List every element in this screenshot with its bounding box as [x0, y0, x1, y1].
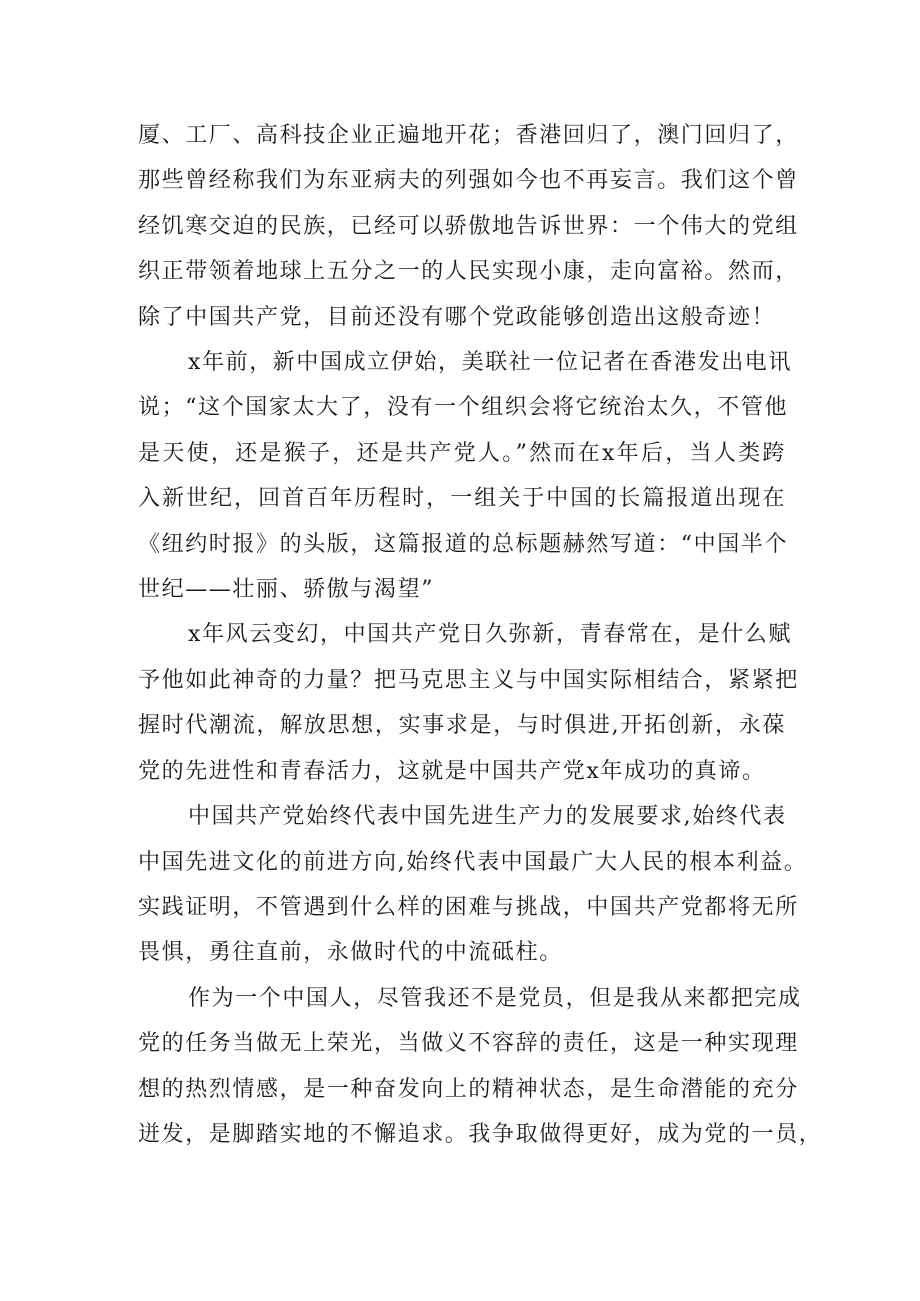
- text-line: x年前，新中国成立伊始，美联社一位记者在香港发出电讯: [188, 350, 793, 376]
- text-line: 厦、工厂、高科技企业正遍地开花；香港回归了，澳门回归了，: [138, 123, 799, 148]
- paragraph-1: [138, 113, 799, 340]
- paragraph-2: [138, 340, 793, 612]
- text-line: 除了中国共产党，目前还没有哪个党政能够创造出这般奇迹！: [138, 304, 776, 330]
- text-line: 《纽约时报》的头版，这篇报道的总标题赫然写道：“中国半个: [138, 531, 789, 557]
- text-line: 说；“这个国家太大了，没有一个组织会将它统治太久，不管他: [138, 395, 789, 421]
- text-line: 入新世纪，回首百年历程时，一组关于中国的长篇报道出现在: [138, 486, 786, 512]
- paragraph-4: [138, 794, 808, 976]
- text-line: x年风云变幻，中国共产党日久弥新，青春常在，是什么赋: [188, 622, 793, 648]
- text-line: 中国先进文化的前进方向,始终代表中国最广大人民的根本利益。: [138, 849, 808, 875]
- text-line: 织正带领着地球上五分之一的人民实现小康，走向富裕。然而，: [138, 259, 799, 285]
- text-line: 实践证明，不管遇到什么样的困难与挑战，中国共产党都将无所: [138, 894, 799, 920]
- text-line: 予他如此神奇的力量？把马克思主义与中国实际相结合，紧紧把: [138, 667, 799, 693]
- text-line: 作为一个中国人，尽管我还不是党员，但是我从来都把完成: [188, 985, 802, 1011]
- text-line: 党的任务当做无上荣光，当做义不容辞的责任，这是一种实现理: [138, 1031, 799, 1057]
- text-line: 那些曾经称我们为东亚病夫的列强如今也不再妄言。我们这个曾: [138, 168, 799, 194]
- paragraph-3: [138, 612, 799, 794]
- text-line: 是天使，还是猴子，还是共产党人。”然而在x年后，当人类跨: [138, 440, 786, 466]
- text-line: 经饥寒交迫的民族，已经可以骄傲地告诉世界：一个伟大的党组: [138, 213, 799, 239]
- text-line: 迸发，是脚踏实地的不懈追求。我争取做得更好，成为党的一员，: [138, 1121, 823, 1147]
- text-line: 世纪——壮丽、骄傲与渴望”: [138, 577, 435, 603]
- paragraph-5: [138, 976, 823, 1158]
- text-line: 想的热烈情感，是一种奋发向上的精神状态，是生命潜能的充分: [138, 1076, 799, 1102]
- document-page: [138, 113, 823, 1157]
- text-line: 畏惧，勇往直前，永做时代的中流砥柱。: [138, 940, 563, 966]
- text-line: 党的先进性和青春活力，这就是中国共产党x年成功的真谛。: [138, 758, 766, 784]
- text-line: 中国共产党始终代表中国先进生产力的发展要求,始终代表: [188, 804, 787, 830]
- text-line: 握时代潮流，解放思想，实事求是，与时俱进,开拓创新，永葆: [138, 713, 786, 739]
